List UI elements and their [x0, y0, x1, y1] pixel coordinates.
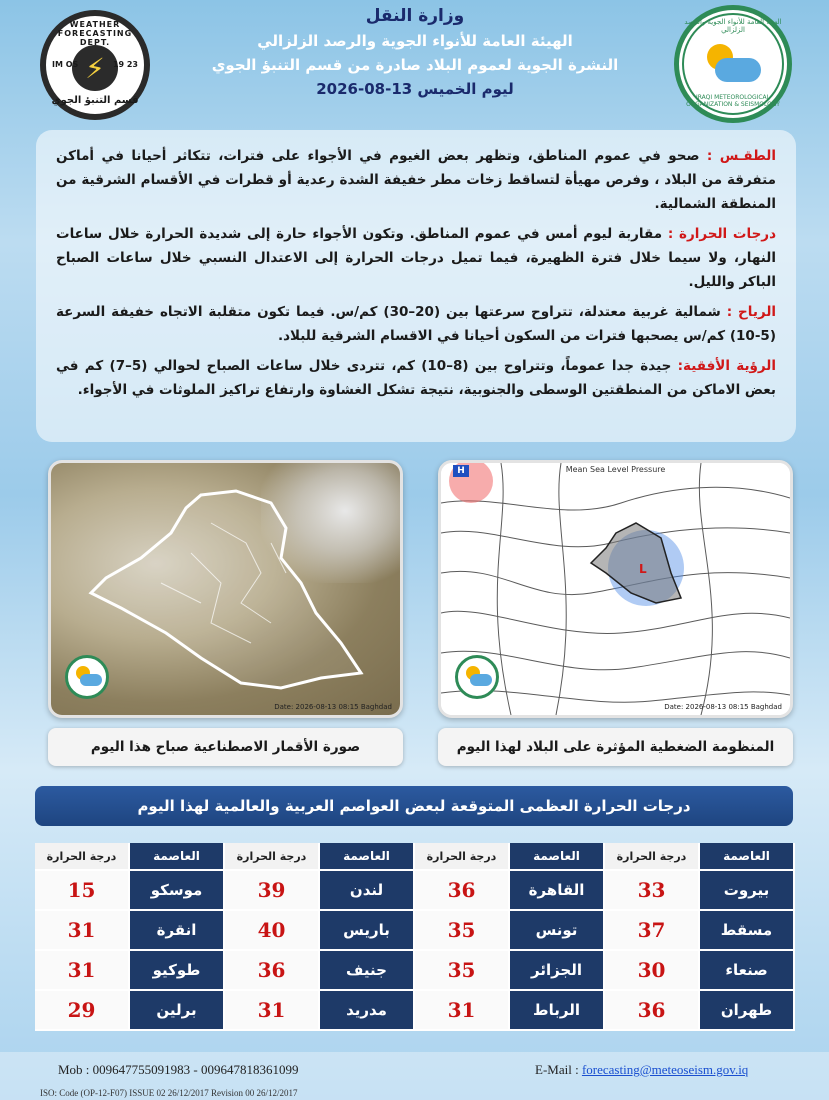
capital-temp: 36 [415, 871, 510, 911]
capital-temp: 40 [225, 911, 320, 951]
capital-name: مدريد [320, 991, 415, 1031]
capital-temp: 15 [35, 871, 130, 911]
logo-year-right: 19 23 [112, 60, 138, 69]
pressure-map-title: Mean Sea Level Pressure [565, 465, 666, 474]
satellite-image [48, 460, 403, 718]
capital-temp: 31 [225, 991, 320, 1031]
capital-temp: 36 [605, 991, 700, 1031]
capital-header: العاصمة [700, 843, 795, 871]
logo-ring-text-en: IRAQI METEOROLOGICAL ORGANIZATION & SEISMOLOGY [686, 94, 780, 108]
authority-title: الهيئة العامة للأنواء الجوية والرصد الزلزالي [257, 32, 573, 50]
temperature-text: مقاربة ليوم أمس في عموم المناطق. وتكون الأجواء حارة إلى شديدة الحرارة خلال ساعات النهار، ولا سيما خلال فترة الظهيرة، فيما تميل درجات الحرارة إلى الاعتدال النسبي خلال ساعات الصباح الباكر والليل. [56, 226, 776, 290]
weather-text: صحو في عموم المناطق، وتظهر بعض الغيوم في الأجواء على فترات، تتكاثر أحيانا في أماكن متفرقة من البلاد ، وفرص مهيأة لتساقط زخات مطر خفيفة الشدة رعدية أو قطرات في الأقسام الشرقية من المنطقة الشمالية. [56, 148, 776, 212]
capital-header: العاصمة [320, 843, 415, 871]
header-titles [170, 6, 660, 98]
email-label: E-Mail : [535, 1062, 582, 1077]
footer [0, 1052, 829, 1100]
bulletin-title: النشرة الجوية لعموم البلاد صادرة من قسم التنبؤ الجوي [211, 56, 619, 74]
high-pressure-badge: H [453, 465, 469, 477]
capitals-temperature-table [35, 843, 795, 1031]
capital-temp: 31 [35, 951, 130, 991]
wind-paragraph [56, 300, 776, 348]
logo-bottom-text: قسم التنبؤ الجوي [51, 95, 139, 106]
table-row [35, 911, 795, 951]
capital-name: برلين [130, 991, 225, 1031]
email-line [535, 1062, 748, 1078]
ministry-title: وزارة النقل [365, 6, 465, 26]
capital-temp: 30 [605, 951, 700, 991]
capitals-table-title: درجات الحرارة العظمى المتوقعة لبعض العواصم العربية والعالمية لهذا اليوم [35, 786, 793, 826]
visibility-label: الرؤية الأفقية: [677, 358, 776, 374]
capital-name: الجزائر [510, 951, 605, 991]
iraq-outline-map [71, 483, 381, 708]
table-row [35, 951, 795, 991]
temp-header: درجة الحرارة [35, 843, 130, 871]
temp-header: درجة الحرارة [225, 843, 320, 871]
mobile-numbers: Mob : 009647755091983 - 009647818361099 [58, 1062, 299, 1077]
pressure-timestamp: Date: 2026-08-13 08:15 Baghdad [664, 703, 782, 711]
capital-name: القاهرة [510, 871, 605, 911]
capital-name: طوكيو [130, 951, 225, 991]
logo-ring-text: WEATHER FORECASTING DEPT. [57, 20, 133, 47]
capital-temp: 35 [415, 911, 510, 951]
iso-code: ISO: Code (OP-12-F07) ISSUE 02 26/12/2017 Revision 00 26/12/2017 [40, 1088, 298, 1098]
date-line: ليوم الخميس 13-08-2026 [316, 80, 514, 98]
visibility-paragraph [56, 354, 776, 402]
low-pressure-mark: L [639, 562, 647, 576]
capital-name: صنعاء [700, 951, 795, 991]
logo-ring-text-ar: الهيئة العامة للأنواء الجوية والرصد الزلزالي [684, 18, 782, 34]
capital-name: طهران [700, 991, 795, 1031]
capital-name: موسكو [130, 871, 225, 911]
temp-header: درجة الحرارة [605, 843, 700, 871]
capital-temp: 31 [35, 911, 130, 951]
capital-name: باريس [320, 911, 415, 951]
weather-paragraph [56, 144, 776, 216]
wind-text: شمالية غربية معتدلة، تتراوح سرعتها بين (20–30) كم/س. فيما تكون متقلبة الاتجاه خفيفة السرعة (5-10) كم/س يصحبها فترات من السكون أحيانا في الاقسام الشرقية للبلاد. [56, 304, 776, 344]
logo-year-left: IM OS [52, 60, 79, 69]
visibility-text: جيدة جدا عموماً، وتتراوح بين (8–10) كم، تتردى خلال ساعات الصباح لحوالي (5–7) كم في بعض الاماكن من المنطقتين الوسطى والجنوبية، نتيجة تشكل الغشاوة وارتفاع تراكيز الملوثات في الأجواء. [56, 358, 776, 398]
table-row [35, 871, 795, 911]
capital-name: لندن [320, 871, 415, 911]
capital-name: مسقط [700, 911, 795, 951]
forecast-panel [36, 130, 796, 442]
watermark-logo [65, 655, 109, 699]
temperature-paragraph [56, 222, 776, 294]
watermark-logo [455, 655, 499, 699]
capital-name: تونس [510, 911, 605, 951]
capital-temp: 35 [415, 951, 510, 991]
capital-name: انقرة [130, 911, 225, 951]
meteorological-organization-logo [674, 5, 792, 123]
capital-name: الرباط [510, 991, 605, 1031]
weather-forecasting-dept-logo [40, 10, 150, 120]
pressure-caption: المنظومة الضغطية المؤثرة على البلاد لهذا اليوم [438, 728, 793, 766]
satellite-caption: صورة الأقمار الاصطناعية صباح هذا اليوم [48, 728, 403, 766]
capital-name: جنيف [320, 951, 415, 991]
table-row [35, 991, 795, 1031]
table-header-row [35, 843, 795, 871]
capital-header: العاصمة [130, 843, 225, 871]
capital-header: العاصمة [510, 843, 605, 871]
capital-temp: 29 [35, 991, 130, 1031]
email-link[interactable]: forecasting@meteoseism.gov.iq [581, 1062, 749, 1077]
sun-cloud-icon [703, 42, 763, 87]
satellite-timestamp: Date: 2026-08-13 08:15 Baghdad [274, 703, 392, 711]
lightning-icon: ⚡ [72, 45, 118, 91]
pressure-map [438, 460, 793, 718]
capital-temp: 33 [605, 871, 700, 911]
capital-temp: 39 [225, 871, 320, 911]
capital-temp: 31 [415, 991, 510, 1031]
capital-temp: 37 [605, 911, 700, 951]
capital-name: بيروت [700, 871, 795, 911]
weather-label: الطقـس : [706, 148, 776, 164]
temperature-label: درجات الحرارة : [667, 226, 776, 242]
temp-header: درجة الحرارة [415, 843, 510, 871]
header [0, 0, 829, 125]
wind-label: الرياح : [726, 304, 777, 320]
capital-temp: 36 [225, 951, 320, 991]
